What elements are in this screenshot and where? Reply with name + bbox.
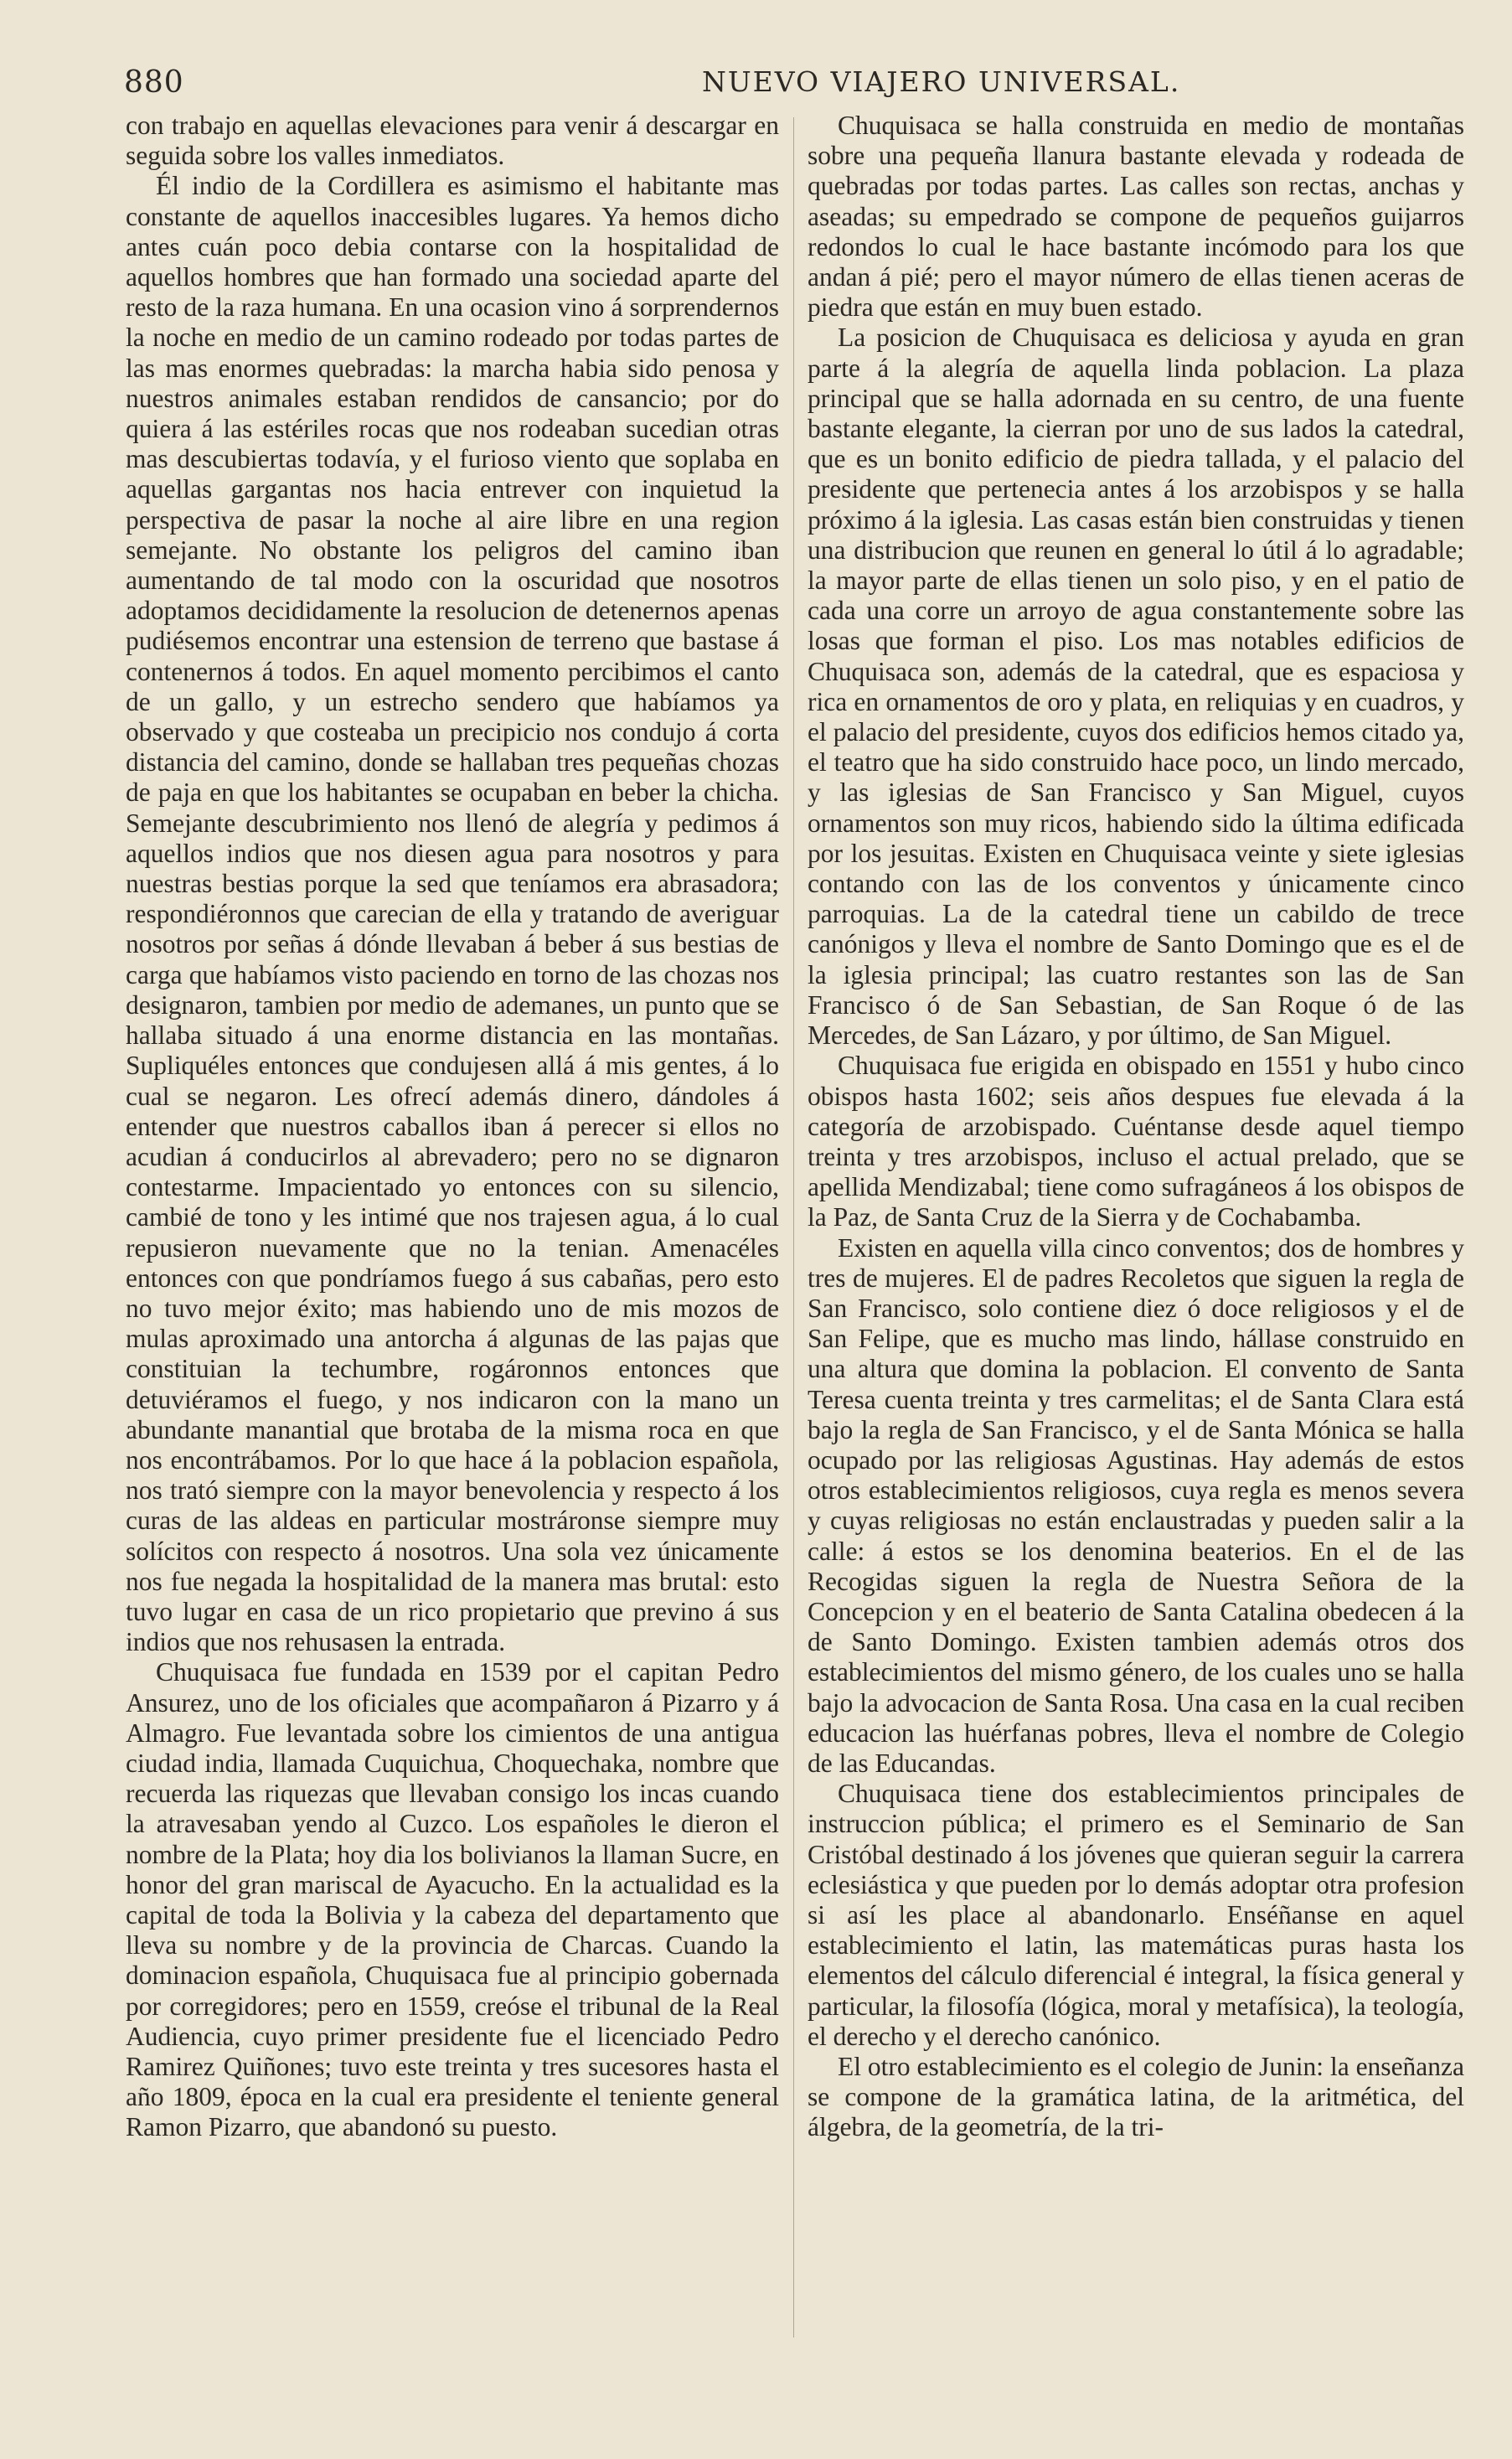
paragraph: Chuquisaca fue erigida en obispado en 1551 y hubo cinco obispos hasta 1602; seis años despues fue elevada á la categoría de arzobispado. Cuéntanse desde aquel tiempo treinta y tres arzobispos, incluso el actual prelado, que se apellida Mendizabal; tiene como sufragáneos á los obispos de la Paz, de Santa Cruz de la Sierra y de Cochabamba. [808,1051,1464,1232]
paragraph: Chuquisaca se halla construida en medio de montañas sobre una pequeña llanura bastante elevada y rodeada de quebradas por todas partes. Las calles son rectas, anchas y aseadas; su empedrado se compone de pequeños guijarros redondos lo cual le hace bastante incómodo para los que andan á pié; pero el mayor número de ellas tienen aceras de piedra que están en muy buen estado. [808,111,1464,323]
paragraph: con trabajo en aquellas elevaciones para venir á descargar en seguida sobre los valles inmediatos. [126,111,779,171]
paragraph: La posicion de Chuquisaca es deliciosa y ayuda en gran parte á la alegría de aquella linda poblacion. La plaza principal que se halla adornada en su centro, de una fuente bastante elegante, la cierran por uno de sus lados la catedral, que es un bonito edificio de piedra tallada, y el palacio del presidente que pertenecia antes á los arzobispos y se halla próximo á la iglesia. Las casas están bien construidas y tienen una distribucion que reunen en general lo útil á lo agradable; la mayor parte de ellas tienen un solo piso, y en el patio de cada una corre un arroyo de agua constantemente sobre las losas que forman el piso. Los mas notables edificios de Chuquisaca son, además de la catedral, que es espaciosa y rica en ornamentos de oro y plata, en reliquias y en cuadros, y el palacio del presidente, cuyos dos edificios hemos citado ya, el teatro que ha sido construido hace poco, un lindo mercado, y las iglesias de San Francisco y San Miguel, cuyos ornamentos son muy ricos, habiendo sido la última edificada por los jesuitas. Existen en Chuquisaca veinte y siete iglesias contando con las de los conventos y únicamente cinco parroquias. La de la catedral tiene un cabildo de trece canónigos y lleva el nombre de Santo Domingo que es el de la iglesia principal; las cuatro restantes son las de San Francisco ó de San Sebastian, de San Roque ó de las Mercedes, de San Lázaro, y por último, de San Miguel. [808,323,1464,1051]
running-title: NUEVO VIAJERO UNIVERSAL. [702,65,1181,98]
paragraph: El otro establecimiento es el colegio de Junin: la enseñanza se compone de la gramática latina, de la aritmética, del álgebra, de la geometría, de la tri- [808,2052,1464,2142]
page-number: 880 [124,65,184,100]
paragraph: Existen en aquella villa cinco conventos; dos de hombres y tres de mujeres. El de padres Recoletos que siguen la regla de San Francisco, solo contiene diez ó doce religiosos y el de San Felipe, que es mucho mas lindo, hállase construido en una altura que domina la poblacion. El convento de Santa Teresa cuenta treinta y tres carmelitas; el de Santa Clara está bajo la regla de San Francisco, y el de Santa Mónica se halla ocupado por las religiosas Agustinas. Hay además de estos otros establecimientos religiosos, cuya regla es menos severa y cuyas religiosas no están enclaustradas y pueden salir a la calle: á estos se los denomina beaterios. En el de las Recogidas siguen la regla de Nuestra Señora de la Concepcion y en el beaterio de Santa Catalina obedecen á la de Santo Domingo. Existen tambien además otros dos establecimientos del mismo género, de los cuales uno se halla bajo la advocacion de Santa Rosa. Una casa en la cual reciben educacion las huérfanas pobres, lleva el nombre de Colegio de las Educandas. [808,1232,1464,1778]
paragraph: Él indio de la Cordillera es asimismo el habitante mas constante de aquellos inaccesibles lugares. Ya hemos dicho antes cuán poco debia contarse con la hospitalidad de aquellos hombres que han formado una sociedad aparte del resto de la raza humana. En una ocasion vino á sorprendernos la noche en medio de un camino rodeado por todas partes de las mas enormes quebradas: la marcha habia sido penosa y nuestros animales estaban rendidos de cansancio; por do quiera á las estériles rocas que nos rodeaban sucedian otras mas descubiertas todavía, y el furioso viento que soplaba en aquellas gargantas nos hacia entrever con inquietud la perspectiva de pasar la noche al aire libre en una region semejante. No obstante los peligros del camino iban aumentando de tal modo con la oscuridad que nosotros adoptamos decididamente la resolucion de detenernos apenas pudiésemos encontrar una estension de terreno que bastase á contenernos á todos. En aquel momento percibimos el canto de un gallo, y un estrecho sendero que habíamos ya observado y que costeaba un precipicio nos condujo á corta distancia del camino, donde se hallaban tres pequeñas chozas de paja en que los habitantes se ocupaban en beber la chicha. Semejante descubrimiento nos llenó de alegría y pedimos á aquellos indios que nos diesen agua para nosotros y para nuestras bestias porque la sed que teníamos era abrasadora; respondiéronnos que carecian de ella y tratando de averiguar nosotros por señas á dónde llevaban á beber á sus bestias de carga que habíamos visto paciendo en torno de las chozas nos designaron, tambien por medio de ademanes, un punto que se hallaba situado á una enorme distancia en las montañas. Supliquéles entonces que condujesen allá á mis gentes, á lo cual se negaron. Les ofrecí además dinero, dándoles á entender que nuestros caballos iban á perecer si ellos no acudian á conducirlos al abrevadero; pero no se dignaron contestarme. Impacientado yo entonces con su silencio, cambié de tono y les intimé que nos trajesen agua, á lo cual repusieron nuevamente que no la tenian. Amenacéles entonces con que pondríamos fuego á sus cabañas, pero esto no tuvo mejor éxito; mas habiendo uno de mis mozos de mulas aproximado una antorcha á algunas de las pajas que constituian la techumbre, rogáronnos entonces que detuviéramos el fuego, y nos indicaron con la mano un abundante manantial que brotaba de la misma roca en que nos encontrábamos. Por lo que hace á la poblacion española, nos trató siempre con la mayor benevolencia y respecto á los curas de las aldeas en particular mostráronse siempre muy solícitos con respecto á nosotros. Una sola vez únicamente nos fue negada la hospitalidad de la manera mas brutal: esto tuvo lugar en casa de un rico propietario que previno á sus indios que nos rehusasen la entrada. [126,171,779,1657]
column-divider [793,117,794,2338]
page-header [124,65,1464,107]
left-column [126,111,779,2143]
right-column [808,111,1464,2143]
paragraph: Chuquisaca tiene dos establecimientos principales de instruccion pública; el primero es el Seminario de San Cristóbal destinado á los jóvenes que quieran seguir la carrera eclesiástica y que pueden por lo demás adoptar otra profesion si así les place al abandonarlo. Enséñanse en aquel establecimiento el latin, las matemáticas puras hasta los elementos del cálculo diferencial é integral, la física general y particular, la filosofía (lógica, moral y metafísica), la teología, el derecho y el derecho canónico. [808,1779,1464,2051]
paragraph: Chuquisaca fue fundada en 1539 por el capitan Pedro Ansurez, uno de los oficiales que acompañaron á Pizarro y á Almagro. Fue levantada sobre los cimientos de una antigua ciudad india, llamada Cuquichua, Choquechaka, nombre que recuerda las riquezas que llevaban consigo los incas cuando la atravesaban yendo al Cuzco. Los españoles le dieron el nombre de la Plata; hoy dia los bolivianos la llaman Sucre, en honor del gran mariscal de Ayacucho. En la actualidad es la capital de toda la Bolivia y la cabeza del departamento que lleva su nombre y de la provincia de Charcas. Cuando la dominacion española, Chuquisaca fue al principio gobernada por corregidores; pero en 1559, creóse el tribunal de la Real Audiencia, cuyo primer presidente fue el licenciado Pedro Ramirez Quiñones; tuvo este treinta y tres sucesores hasta el año 1809, época en la cual era presidente el teniente general Ramon Pizarro, que abandonó su puesto. [126,1657,779,2142]
